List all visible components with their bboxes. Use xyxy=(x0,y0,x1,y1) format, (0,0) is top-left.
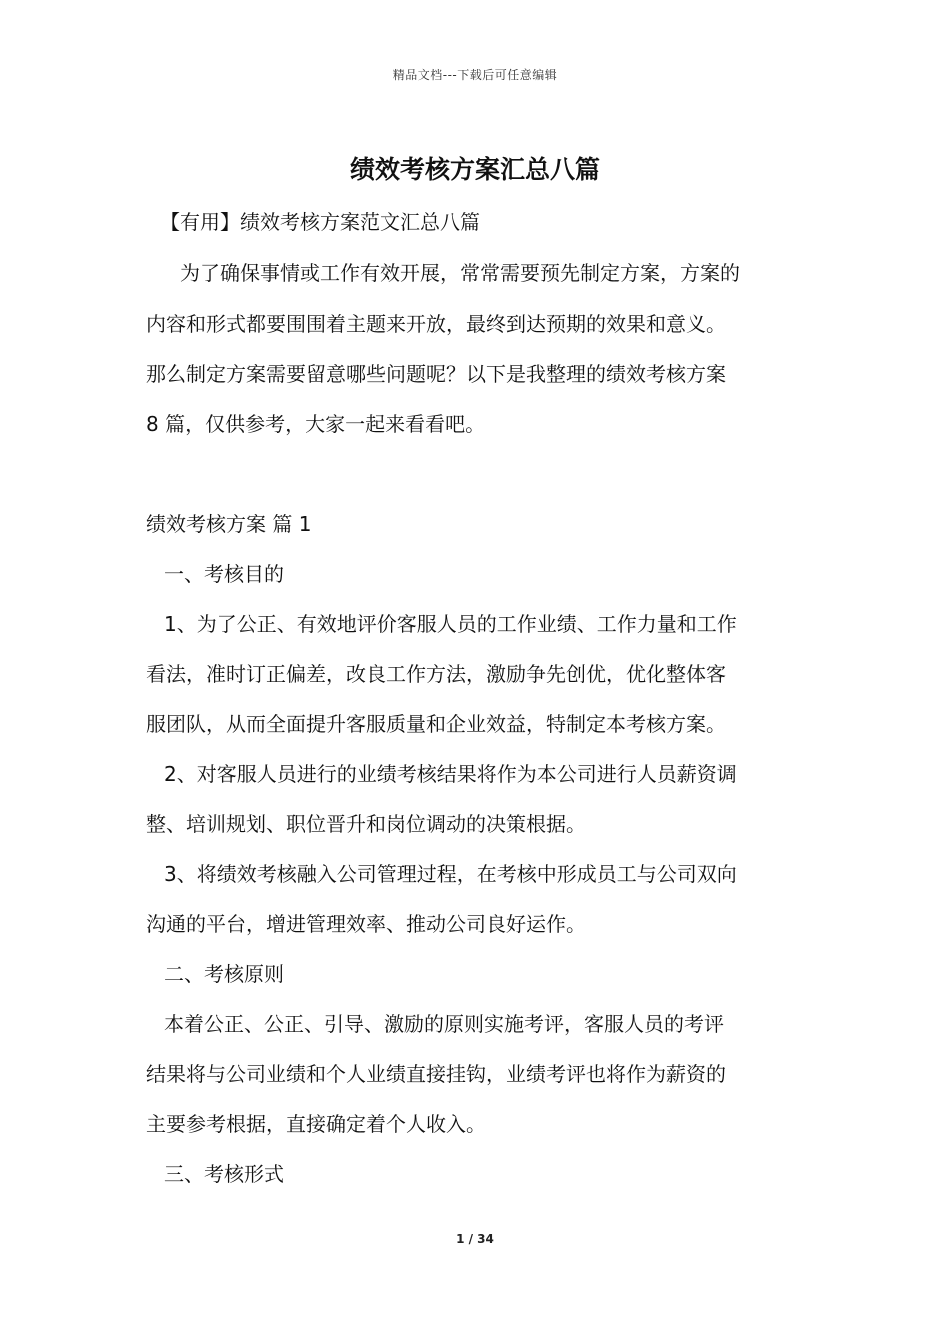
intro-line-1: 为了确保事情或工作有效开展，常常需要预先制定方案，方案的 xyxy=(180,261,740,285)
intro-line-2: 内容和形式都要围围着主题来开放，最终到达预期的效果和意义。 xyxy=(146,312,726,336)
purpose-item-1-line-1: 1、为了公正、有效地评价客服人员的工作业绩、工作力量和工作 xyxy=(164,612,737,636)
document-title: 绩效考核方案汇总八篇 xyxy=(349,155,600,184)
purpose-item-2-line-2: 整、培训规划、职位晋升和岗位调动的决策根据。 xyxy=(146,812,586,836)
subheading-principles: 二、考核原则 xyxy=(164,962,284,986)
purpose-item-1-line-3: 服团队，从而全面提升客服质量和企业效益，特制定本考核方案。 xyxy=(146,712,726,736)
principles-line-1: 本着公正、公正、引导、激励的原则实施考评，客服人员的考评 xyxy=(164,1012,724,1036)
purpose-item-1-line-2: 看法，准时订正偏差，改良工作方法，激励争先创优，优化整体客 xyxy=(146,662,726,686)
purpose-item-3-line-1: 3、将绩效考核融入公司管理过程，在考核中形成员工与公司双向 xyxy=(164,862,737,886)
section-heading: 绩效考核方案 篇 1 xyxy=(146,512,312,536)
subheading-form: 三、考核形式 xyxy=(164,1162,284,1186)
principles-line-2: 结果将与公司业绩和个人业绩直接挂钩，业绩考评也将作为薪资的 xyxy=(146,1062,726,1086)
principles-line-3: 主要参考根据，直接确定着个人收入。 xyxy=(146,1112,486,1136)
subheading-purpose: 一、考核目的 xyxy=(164,562,284,586)
purpose-item-2-line-1: 2、对客服人员进行的业绩考核结果将作为本公司进行人员薪资调 xyxy=(164,762,737,786)
intro-line-3: 那么制定方案需要留意哪些问题呢？以下是我整理的绩效考核方案 xyxy=(146,362,726,386)
purpose-item-3-line-2: 沟通的平台，增进管理效率、推动公司良好运作。 xyxy=(146,912,586,936)
header-note: 精品文档---下载后可任意编辑 xyxy=(392,68,558,82)
intro-line-4: 8 篇，仅供参考，大家一起来看看吧。 xyxy=(146,412,486,436)
document-subtitle: 【有用】绩效考核方案范文汇总八篇 xyxy=(160,210,480,234)
page-number: 1 / 34 xyxy=(456,1232,494,1246)
